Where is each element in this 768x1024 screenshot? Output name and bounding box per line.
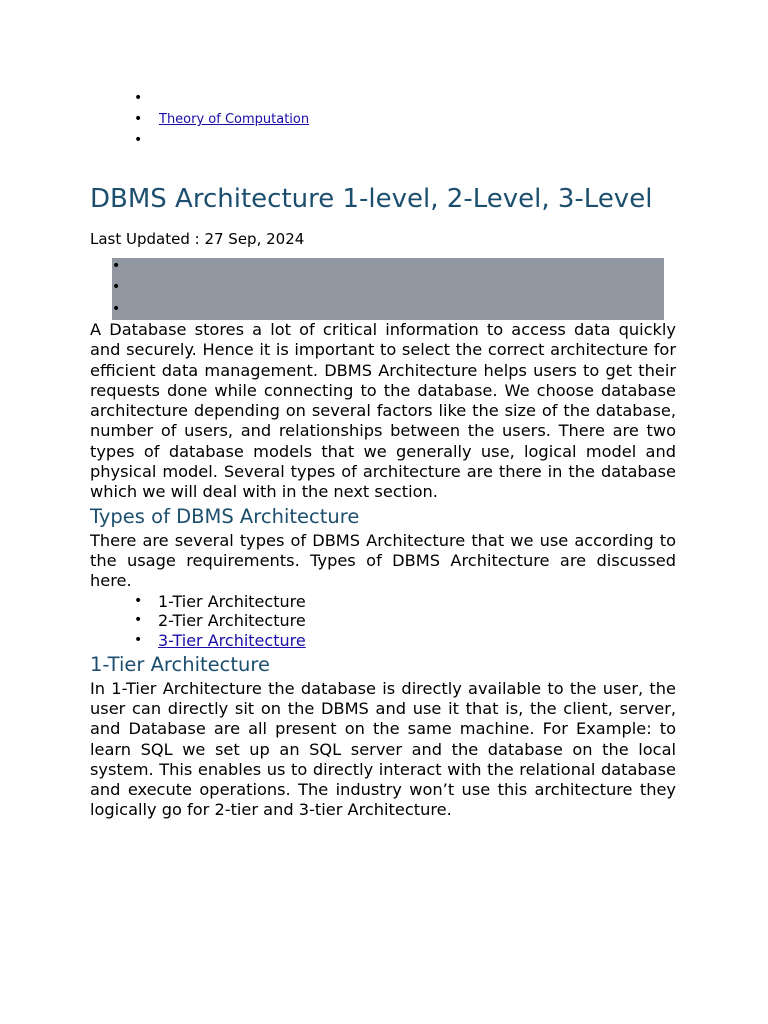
- intro-paragraph: A Database stores a lot of critical information to access data quickly and securely. Hence it is important to select the correct architecture for efficient data management. DBMS Architecture helps users to get their requests done while connecting to the database. We choose database architecture depending on several factors like the size of the database, number of users, and relationships between the users. There are two types of database models that we generally use, logical model and physical model. Several types of architecture are there in the database which we will deal with in the next section.: [90, 320, 676, 502]
- bullet-icon: •: [134, 90, 143, 106]
- types-list: [90, 592, 676, 651]
- list-item: [90, 631, 676, 651]
- list-item: • 2-Tier Architecture: [134, 611, 306, 631]
- types-heading: Types of DBMS Architecture: [90, 504, 360, 528]
- breadcrumb-item-theory-of-computation: [0, 109, 768, 130]
- bullet-icon: •: [134, 132, 143, 148]
- breadcrumb-list: [0, 88, 768, 151]
- tier1-heading: 1-Tier Architecture: [90, 652, 270, 676]
- article-body: [90, 320, 676, 821]
- tier1-paragraph: In 1-Tier Architecture the database is directly available to the user, the user can directly sit on the DBMS and use it that is, the client, server, and Database are all present on the same machine. For Example: to learn SQL we set up an SQL server and the database on the local system. This enables us to directly interact with the relational database and execute operations. The industry won’t use this architecture they logically go for 2-tier and 3-tier Architecture.: [90, 678, 676, 820]
- toolbar-bullet-icon[interactable]: •: [112, 258, 121, 274]
- toolbar-bullet-icon[interactable]: •: [112, 279, 121, 295]
- bullet-icon: •: [134, 592, 143, 609]
- toolbar-bullet-icon[interactable]: •: [112, 301, 121, 317]
- share-toolbar: [112, 258, 664, 320]
- list-item: • 1-Tier Architecture: [134, 591, 306, 611]
- bullet-icon: •: [134, 631, 143, 648]
- bullet-icon: •: [134, 111, 143, 127]
- types-intro-paragraph: There are several types of DBMS Architecture that we use according to the usage requirements. Types of DBMS Architecture are discussed here.: [90, 530, 676, 591]
- page-title: DBMS Architecture 1-level, 2-Level, 3-Level: [90, 184, 653, 214]
- breadcrumb-item-empty-1: [0, 88, 768, 109]
- breadcrumb-item-empty-2: [0, 130, 768, 151]
- 3-tier-architecture-link[interactable]: 3-Tier Architecture: [158, 630, 306, 650]
- bullet-icon: •: [134, 612, 143, 629]
- last-updated: Last Updated : 27 Sep, 2024: [90, 230, 305, 248]
- theory-of-computation-link[interactable]: Theory of Computation: [159, 112, 310, 127]
